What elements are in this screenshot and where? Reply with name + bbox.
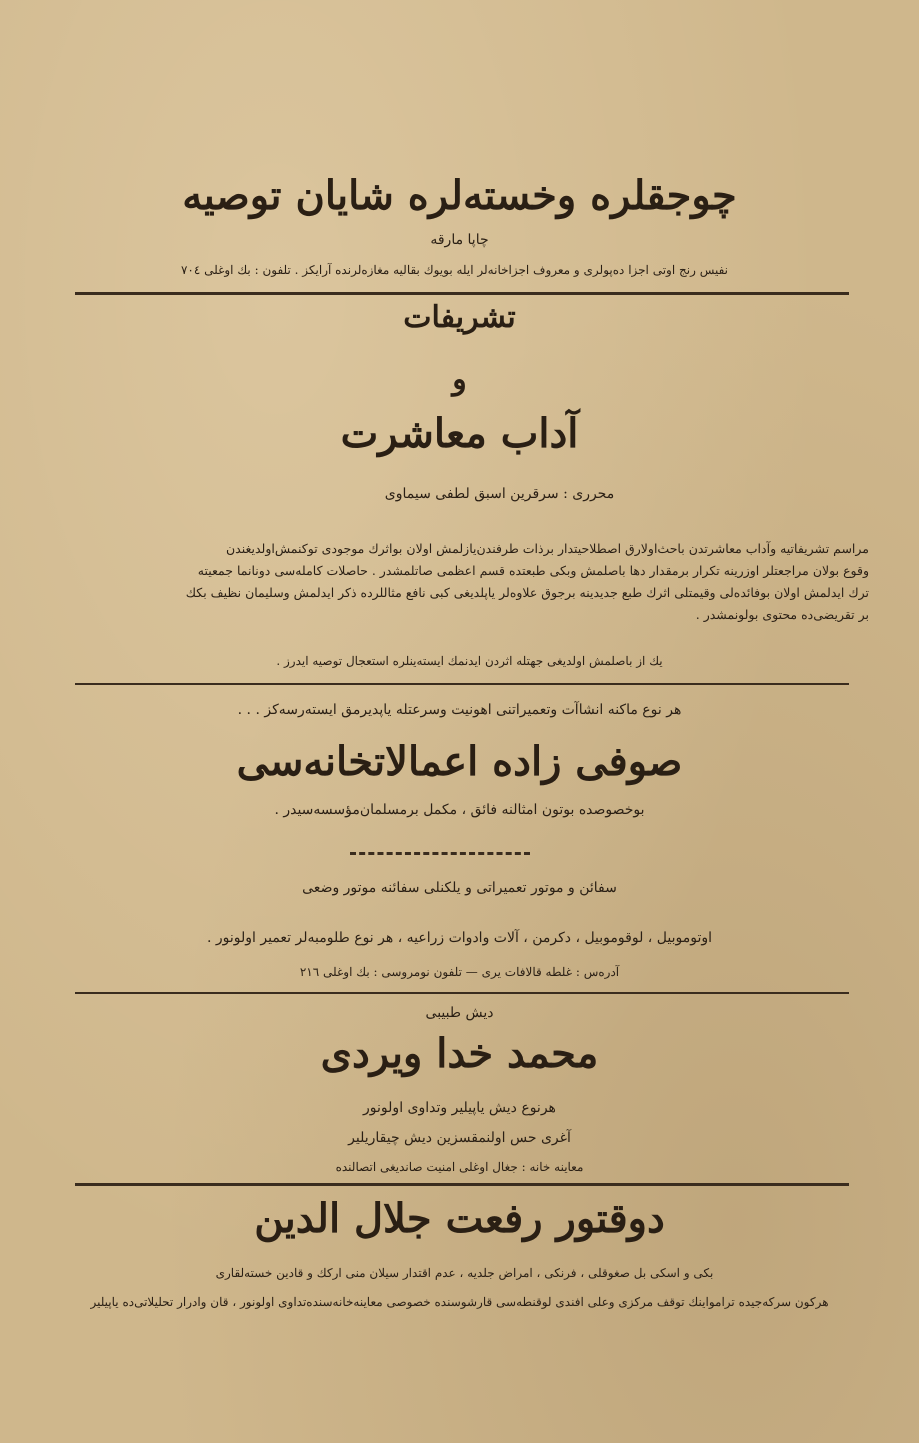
ad4-line2: آغری حس اولنمقسزین دیش چیقاریلیر: [348, 1130, 571, 1146]
ad2-paragraph-line: ترك ایدلمش اولان بوفائدەلی وقیمتلی اثرك طبع جدیدینه برجوق علاوەلر یاپلدیغی کبی نافع مثاللرده ذکر ایدلمش وسلیمان نظیف بکك: [185, 585, 869, 600]
ad2-title-line2: و: [452, 362, 467, 397]
divider: [75, 992, 849, 994]
ad4-name: محمد خدا ویردی: [320, 1030, 599, 1077]
ad1-brand: چاپا مارقه: [430, 232, 489, 248]
ornament-divider: [350, 852, 530, 855]
ad2-paragraph-line: بر تقریضی‌ده محتوی بولونمشدر .: [695, 607, 869, 622]
ad4-line1: هرنوع دیش یاپیلیر وتداوی اولونور: [363, 1100, 556, 1116]
ad1-headline: چوجقلره وخسته‌لره شایان توصیه: [182, 172, 737, 219]
ad2-author: محرری : سرقرین اسبق لطفی سیماوی: [384, 486, 615, 502]
ad5-line2: هرکون سرکه‌جیده ترامواینك توقف مرکزی وعلی افندی لوقنطه‌سی قارشوسنده خصوصی معاینه‌خانه‌سنده‌تداوی اولونور ، قان وادرار تحلیلاتی‌ده یاپیلیر: [90, 1295, 829, 1309]
ad3-service2: اوتوموبیل ، لوقوموبیل ، دکرمن ، آلات وادوات زراعیه ، هر نوع طلومبه‌لر تعمیر اولونور .: [207, 930, 712, 946]
ad3-tagline: بوخصوصده بوتون امثالنه فائق ، مکمل برمسلمان‌مؤسسه‌سیدر .: [274, 802, 645, 818]
divider: [75, 292, 849, 295]
ad3-intro: هر نوع ماکنه انشاآت وتعمیراتنی اهونیت وسرعتله یاپدیرمق ایسته‌رسه‌کز . . .: [237, 702, 682, 718]
ad2-recommendation: یك از باصلمش اولدیغی جهتله اثردن ایدنمك ایسته‌ینلره استعجال توصیه ایدرز .: [276, 654, 663, 668]
divider: [75, 683, 849, 685]
ad5-title: دوقتور رفعت جلال الدین: [254, 1195, 665, 1242]
ad4-heading: دیش طبیبی: [425, 1005, 494, 1021]
ad2-paragraph-line: مراسم تشریفاتیه وآداب معاشرتدن باحث‌اولارق اصطلاحیتدار برذات طرفندن‌یازلمش اولان بواثرك موجودی توکنمش‌اولدیغندن: [225, 541, 869, 556]
ad2-title-line1: تشریفات: [403, 300, 516, 335]
ad2-title-line3: آداب معاشرت: [340, 410, 579, 457]
ad4-address: معاینه خانه : جغال اوغلی امنیت صاندیغی اتصالنده: [335, 1160, 584, 1174]
divider: [75, 1183, 849, 1186]
ad3-address: آدره‌س : غلطه قالافات یری — تلفون نومروسی : بك اوغلی ۲۱٦: [299, 965, 620, 979]
ad3-service1: سفائن و موتور تعمیراتی و یلکنلی سفائنه موتور وضعی: [302, 880, 617, 896]
ad3-company: صوفی زاده اعمالاتخانه‌سی: [236, 738, 683, 785]
ad2-paragraph-line: وقوع بولان مراجعتلر اوزرینه تکرار برمقدار دها باصلمش وبکی طبعتده قسم اعظمی صاتلمشدر . حاصلات کاملەسی دونانما جمعیته: [197, 563, 869, 578]
ad5-line1: بکی و اسکی بل صغوقلی ، فرنکی ، امراض جلدیه ، عدم اقتدار سیلان منی ارکك و قادین خسته‌لقاری: [215, 1266, 714, 1280]
ad2-paragraph: [50, 538, 869, 626]
ad1-detail: نفیس رنج اوتی اجزا دەپولری و معروف اجزاخانەلر ایله بویوك بقالیه مغازەلرنده آرایکز . تلفون : بك اوغلی ۷۰٤: [180, 263, 729, 277]
